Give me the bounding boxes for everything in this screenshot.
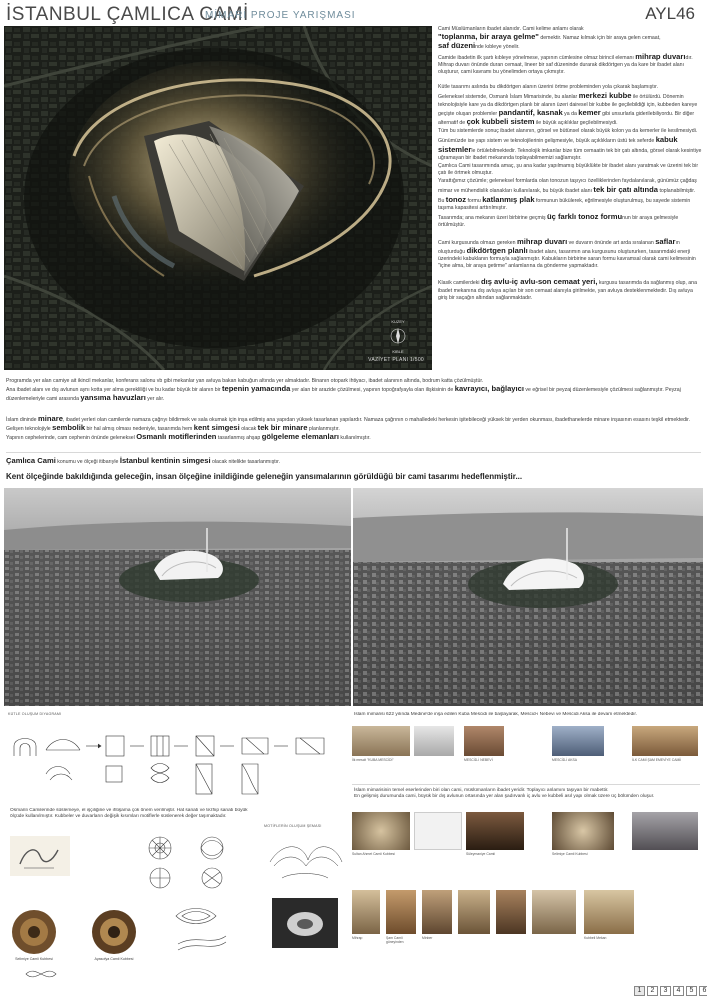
site-plan-caption: VAZİYET PLANI 1/500 <box>368 357 424 363</box>
paragraph: Camide ibadetin ilk şartı kıbleye yönelmese, yapının cümlesine olmaz birincil elemanı mihrap duvarıdır. Mihrap duvarı önünde duran cemaat, lineer bir saf düzeninde durarak dikdörtgen ya da kare bir ibadet alanı oluşturur, cami kavramı bu yönelimden ortaya çıkmıştır. <box>438 51 693 76</box>
prayer-hall-photo <box>584 890 634 934</box>
paragraph: Tasarımda; ana mekanın üzeri birbirine geçmiş üç farklı tonoz formunun bir araya gelmesiyle örtülmüştür. <box>438 212 679 229</box>
courtyard-photo <box>532 890 576 934</box>
caption: Mihrap <box>352 936 363 940</box>
form-diagram-label: KÜTLE OLUŞUM DİYAGRAMI <box>8 712 62 716</box>
caption: Şam Camii güneyinden <box>386 936 404 945</box>
site-plan-render <box>4 26 432 370</box>
caption: Sultan Ahmet Camii Kubbesi <box>352 852 395 856</box>
caption: MESCİD-İ NEBEVİ <box>464 758 493 762</box>
page-title: İSTANBUL ÇAMLICA CAMİ <box>6 4 249 25</box>
aerial-render-right <box>353 488 703 706</box>
north-label: KUZEY <box>391 319 405 324</box>
mosque-interior-photo <box>632 812 698 850</box>
header <box>6 4 701 24</box>
mihrap-photo <box>352 890 380 934</box>
arcade-photo <box>496 890 526 934</box>
minber-photo <box>422 890 452 934</box>
paragraph: Yarattığımız çözümle; geleneksel formlarda olan tonozun taşıyıcı özelliklerinden faydalanılarak, günümüz çağdaş mimar ve mühendislik olanakları kullanılarak, bu büyük ibadet alanı tek bir çatı altında toplanabilmiştir. <box>438 178 697 194</box>
entry-code: AYL46 <box>645 4 695 23</box>
history-panel <box>352 712 702 996</box>
sheet-number-6: 6 <box>699 986 707 996</box>
caption-ayasofya: Ayasofya Camii Kubbesi <box>94 957 134 961</box>
paragraph: Kütle tasarımı aslında bu dikdörtgen alanın üzerini örtme probleminden yola çıkarak başlamıştır. <box>438 84 659 91</box>
suleymaniye-photo <box>466 812 524 850</box>
page-subtitle: MİMARİ PROJE YARIŞMASI <box>205 10 356 21</box>
paragraph: Cami Müslümanların ibadet alanıdır. Cami kelime anlamı olarak "toplanma, bir araya gelme" demektir. Namaz kılmak için bir araya gelen cemaat, saf düzeninde kıbleye yönelir. <box>438 26 661 51</box>
motif-panel <box>6 808 264 994</box>
symbol-text: Çamlıca Cami konumu ve ölçeği itibarıyle İstanbul kentinin simgesi olacak nitelikte tasarlanmıştır. <box>6 456 281 465</box>
motif-images <box>6 834 264 994</box>
caption-selimiye: Selimiye Camii Kubbesi <box>15 957 53 961</box>
paragraph: Tüm bu sistemlerde sonuç ibadet alanının, görsel ve bütünsel olarak büyük kolon ya da kemerler ile kesilmesiydi. <box>438 128 698 135</box>
aerial-render-left <box>4 488 351 706</box>
minaret-text: İslam dininde minare, ibadet yerleri olan camilerde namaza çağrıyı bildirmek ve sala okumak için inşa edilmiş ana yapıdan yüksek tasarlanan yapılardır. Namaza çağrının o mahalledeki herkesin işitebileceği yüksek bir yerden okunması, ibadethanelerde minare inşasının esasını teşkil etmektedir. Gelişen teknolojiyle sembolik bir hal almış olması nedeniyle, tasarımda hem kent simgesi olacak tek bir minare planlanmıştır. Yapının cephelerinde, cam cephenin önünde geleneksel Osmanlı motiflerinden tasarlanmış ahşap gölgeleme elemanları kullanılmıştır. <box>6 414 691 442</box>
sheet-number-5: 5 <box>686 986 697 996</box>
paragraph: Cami kurgusunda olmazı gereken mihrap duvarı ve duvarın önünde art arda sıralanan safların oluşturduğu dikdörtgen planlı ibadet alanı, tasarımın ana kurgusunu oluştururken, tasarımdaki enerji üzerindeki kabuklanın formuyla sağlanmıştır. Kabukların birbirine saran formu kavramsal olarak cami kelimesinin "içine alma, bir araya getirme" anlamlarına da gönderme yapmaktadır. <box>438 236 696 270</box>
north-arrow <box>386 318 410 358</box>
paragraph: Çamlıca Cami tasarımında amaç, şu ana kadar yapılmamış büyüklükte bir ibadet alanı yaratmak ve üzerini tek bir çatı ile örtmek olmuştur. <box>438 163 699 177</box>
paragraph: Geleneksel sistemde, Osmanlı İslam Mimarisinde, bu alanlar merkezi kubbe ile örtülürdü. Dönemin teknolojisiyle kare ya da dikdörtgen planlı bir alanın üzeri dairesel bir kubbe ile geçilebildiği için, kubbeden kareye geçişte oluşan problemler pandantif, kasnak ya da kemer gibi unsurlarla giderilebiliyordu. Bir diğer alternatif de çok kubbeli sistem ile büyük açıklıklar geçilebilmesiydi. <box>438 91 698 127</box>
plan-drawing-photo <box>414 726 454 756</box>
kuba-mescidi-photo <box>352 726 410 756</box>
sheet-pager <box>634 986 707 996</box>
design-text-column <box>438 26 702 370</box>
caption: Selimiye Camii Kubbesi <box>552 852 588 856</box>
history-paragraph: İslam mimarisinin temel eserlerinden biri olan cami, müslümanların ibadet yeridir. Toplayıcı anlamını taşıyan bir mabettir. En gelişmiş durumunda cami, büyük bir dış avlunun ortasında yer alan şadırvanlı iç avlu ve kubbeli asıl yapı olmak üzere üç bölümden oluşur. <box>354 788 655 800</box>
paragraph: Klasik camilerdeki dış avlu-iç avlu-son cemaat yeri, kurgusu tasarımda da sağlanmış olup, ana ibadet mekanına dış avluya açılan bir son cemaat alanıyla girilmekte, yan avluya desteklenmektedir. Dış avluya giriş bir saçağın altından sağlanmaktadır. <box>438 277 697 301</box>
mescid-nebevi-photo <box>464 726 504 756</box>
caption: Kubbeli Mekan <box>584 936 607 940</box>
sheet-number-3: 3 <box>660 986 671 996</box>
sultan-ahmet-dome-photo <box>352 812 410 850</box>
qibla-label: KIBLE <box>392 349 404 354</box>
emeviye-camii-photo <box>632 726 698 756</box>
mescid-aksa-photo <box>552 726 604 756</box>
mosque-exterior-photo <box>386 890 416 934</box>
sheet-number-4: 4 <box>673 986 684 996</box>
caption: MESCİD-İ AKSA <box>552 758 578 762</box>
caption: İlk mescit "KUBA MESCİDİ" <box>352 758 394 762</box>
form-diagram-panel <box>6 712 346 802</box>
motif-schema-panel <box>262 808 348 994</box>
caption: İLK CAMİ ŞAM EMEVİYE CAMİİ <box>632 758 682 762</box>
interior-photo <box>458 890 490 934</box>
history-intro: İslam mimarisi 622 yılında Medine'de inşa edilen Kuba Mescidi ile başlayarak, Mescid-i Nebevi ve Mescidi Aksa ile devam etmektedir. <box>354 712 637 717</box>
program-text: Programda yer alan camiye ait ikincil mekanlar, konferans salonu vb gibi mekanlar yan avluya bakan kabuğun altında yer almaktadır. Binanın otopark ihtiyacı, ibadet alanının altında, bodrum katta çözülmüştür. Ana ibadet alanı ve dış avlunun aynı kotta yer alma gerekliliği ve bu kadar büyük bir alanın bir tepenin yamacında yer alan bir arazide çözülmesi, yapının topoğrafyayla olan ilişkisinin de kavrayıcı, bağlayıcı ve eğrisel bir peyzaj düzenlemesiyle çözülmesi sağlanmıştır. Peyzaj düzenlemeleriyle cami arasında yansıma havuzları yer alır. <box>6 378 681 403</box>
caption: Süleymaniye Camii <box>466 852 496 856</box>
motif-schema-drawing <box>262 832 348 992</box>
motif-text: Osmanlı Camilerinde süslemeye, el işçiliğine ve ihtişama çok önem verilmiştir. Hat sanatı ve tezhip sanatı büyük ölçüde kullanılmıştır. Kubbeler ve duvarların değişik kısımları motiflerle süslenerek değer taşımaktadır. <box>10 808 248 820</box>
caption: Minber <box>422 936 433 940</box>
sheet-number-1: 1 <box>634 986 645 996</box>
motif-schema-label: MOTİFLERİN OLUŞUM ŞEMASI <box>264 824 322 828</box>
site-plan-illustration <box>4 26 432 370</box>
sheet-number-2: 2 <box>647 986 658 996</box>
vision-statement: Kent ölçeğinde bakıldığında geleceğin, insan ölçeğine inildiğinde geleneğin yansımalarının görüldüğü bir cami tasarımı hedeflenmiştir... <box>6 472 523 481</box>
section-drawing <box>414 812 462 850</box>
divider <box>352 784 700 785</box>
paragraph: Günümüzde ise yapı sistem ve teknolojilerinin gelişmesiyle, büyük açıklıkların üstü tek seferde kabuk sistemlerle örtülebilmektedir. Teknolojik imkanlar bize tüm cemaatin tek bir çatı altında, görsel olarak kesintiye uğramayan bir ibadet mekanında toplayabilmemizi sağlamıştır. <box>438 135 702 161</box>
form-diagram-drawing <box>6 716 346 802</box>
paragraph: Bu tonoz formu katlanmış plak formunun bükülerek, eğrilmesiyle oluşturulmuş, bu sayede sistemin taşıma kapasitesi arttırılmıştır. <box>438 194 691 212</box>
selimiye-dome-photo <box>552 812 614 850</box>
divider <box>6 452 701 453</box>
